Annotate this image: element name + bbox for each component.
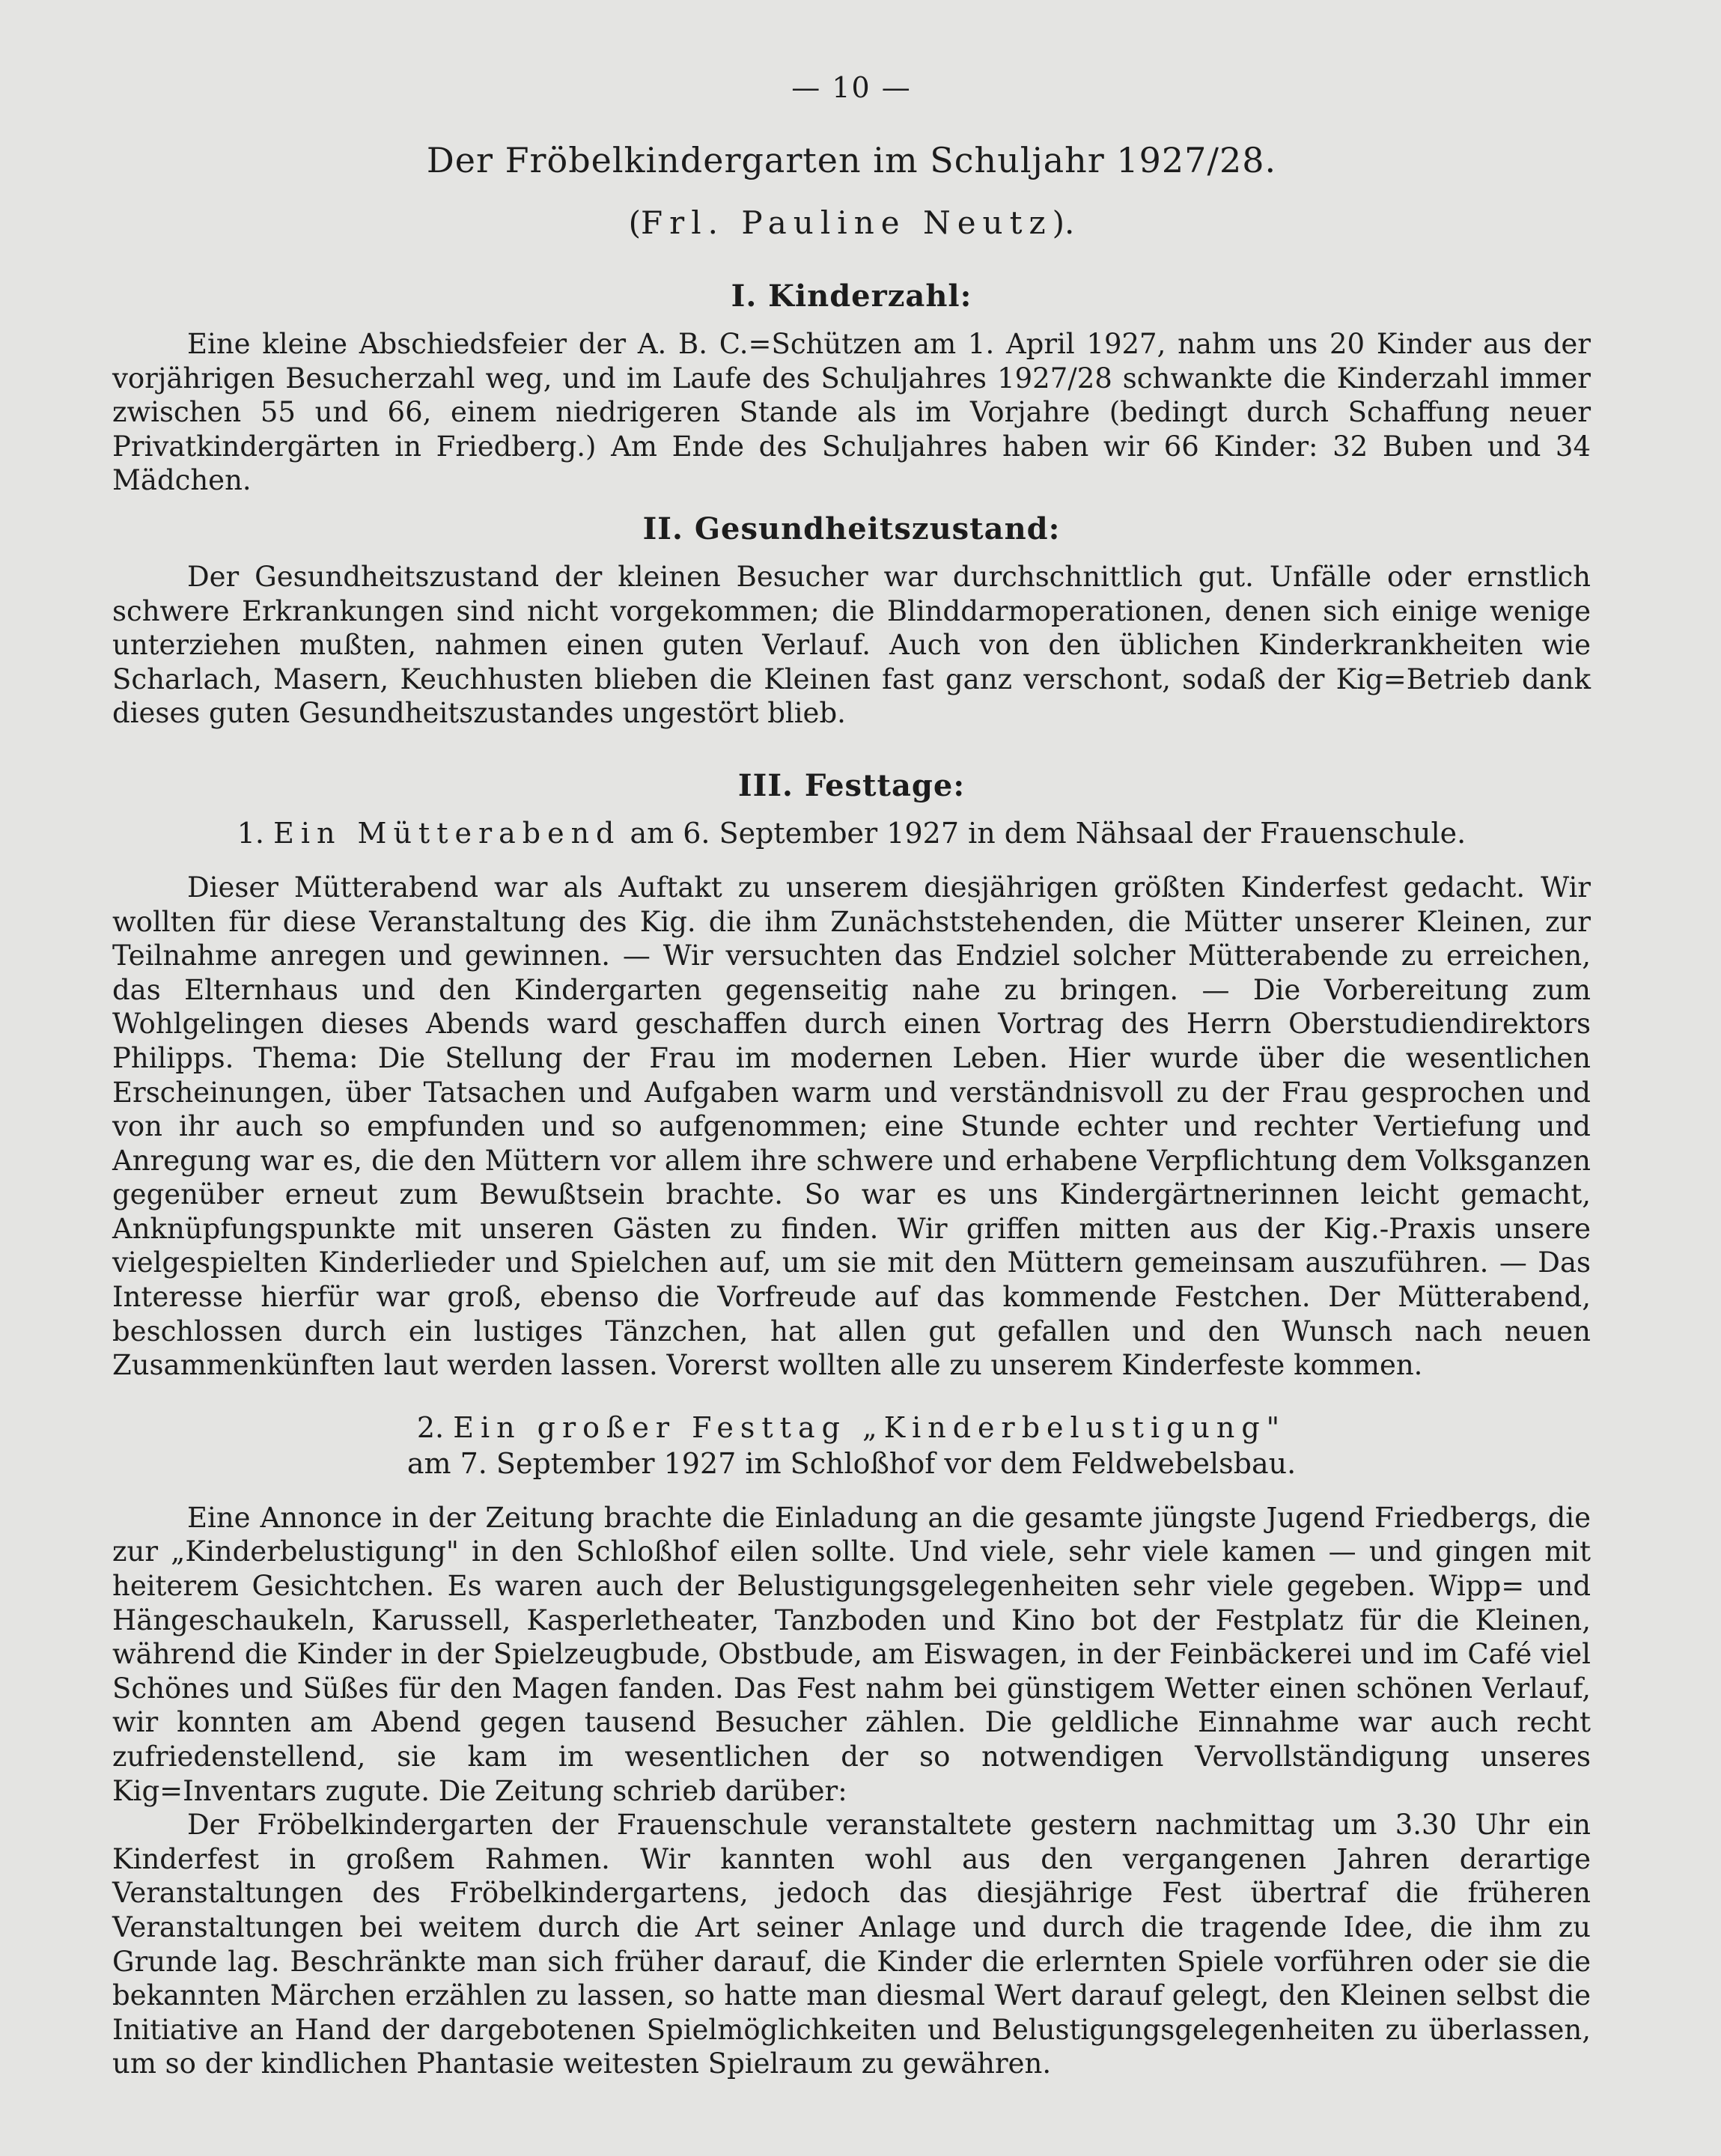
author-paren-close: ). [1052, 204, 1075, 241]
page-title: Der Fröbelkindergarten im Schuljahr 1927/28. [426, 140, 1277, 180]
page-number: — 10 — [791, 71, 912, 104]
fest-item-1-name: Ein Mütterabend [273, 816, 621, 850]
section-heading-festtage: III. Festtage: [737, 767, 966, 803]
fest-item-2-title-line2: am 7. September 1927 im Schloßhof vor dem Feldwebelsbau. [406, 1446, 1297, 1480]
author-name: Frl. Pauline Neutz [641, 204, 1053, 241]
author-line [112, 204, 1591, 241]
fest-item-1-title [112, 817, 1591, 850]
fest-item-1-number: 1. [237, 816, 264, 850]
section-heading-gesundheit: II. Gesundheitszustand: [642, 511, 1061, 546]
newspaper-quote: Der Fröbelkindergarten der Frauenschule veranstaltete gestern nachmittag um 3.30 Uhr ein Kinderfest in großem Rahmen. Wir kannten wohl aus den vergangenen Jahren derartige Veranstaltungen des Fröbelkindergartens, jedoch das diesjährige Fest übertraf die früheren Veranstaltungen bei weitem durch die Art seiner Anlage und durch die tragende Idee, die ihm zu Grunde lag. Beschränkte man sich früher darauf, die Kinder die erlernten Spiele vorführen oder sie die bekannten Märchen erzählen zu lassen, so hatte man diesmal Wert darauf gelegt, den Kleinen selbst die Initiative an Hand der dargebotenen Spielmöglichkeiten und Belustigungsgelegenheiten zu überlassen, um so der kindlichen Phantasie weitesten Spielraum zu gewähren. [112, 1809, 1591, 2080]
section-heading-kinderzahl: I. Kinderzahl: [731, 278, 972, 314]
section-text-gesundheit: Der Gesundheitszustand der kleinen Besucher war durchschnittlich gut. Unfälle oder ernstlich schwere Erkrankungen sind nicht vorgekommen; die Blinddarmoperationen, denen sich einige wenige unterziehen mußten, nahmen einen guten Verlauf. Auch von den üblichen Kinderkrankheiten wie Scharlach, Masern, Keuchhusten blieben die Kleinen fast ganz verschont, sodaß der Kig=Betrieb dank dieses guten Gesundheitszustandes ungestört blieb. [112, 560, 1591, 730]
fest-item-2-title-line1 [112, 1410, 1591, 1446]
fest-item-2-number: 2. [416, 1410, 445, 1444]
fest-item-2-text: Eine Annonce in der Zeitung brachte die Einladung an die gesamte jüngste Jugend Friedbergs, die zur „Kinderbelustigung" in den Schloßhof eilen sollte. Und viele, sehr viele kamen — und gingen mit heiterem Gesichtchen. Es waren auch der Belustigungsgelegenheiten sehr viele gegeben. Wipp= und Hängeschaukeln, Karussell, Kasperletheater, Tanzboden und Kino bot der Festplatz für die Kleinen, während die Kinder in der Spielzeugbude, Obstbude, am Eiswagen, in der Feinbäckerei und im Café viel Schönes und Süßes für den Magen fanden. Das Fest nahm bei günstigem Wetter einen schönen Verlauf, wir konnten am Abend gegen tausend Besucher zählen. Die geldliche Einnahme war auch recht zufriedenstellend, sie kam im wesentlichen der so notwendigen Vervollständigung unseres Kig=Inventars zugute. Die Zeitung schrieb darüber: [112, 1501, 1591, 1807]
document-page [112, 71, 1591, 2092]
section-text-kinderzahl: Eine kleine Abschiedsfeier der A. B. C.=Schützen am 1. April 1927, nahm uns 20 Kinder aus der vorjährigen Besucherzahl weg, und im Laufe des Schuljahres 1927/28 schwankte die Kinderzahl immer zwischen 55 und 66, einem niedrigeren Stande als im Vorjahre (bedingt durch Schaffung neuer Privatkindergärten in Friedberg.) Am Ende des Schuljahres haben wir 66 Kinder: 32 Buben und 34 Mädchen. [112, 328, 1591, 497]
fest-item-1-text: Dieser Mütterabend war als Auftakt zu unserem diesjährigen größten Kinderfest gedacht. Wir wollten für diese Veranstaltung des Kig. die ihm Zunächststehenden, die Mütter unserer Kleinen, zur Teilnahme anregen und gewinnen. — Wir versuchten das Endziel solcher Mütterabende zu erreichen, das Elternhaus und den Kindergarten gegenseitig nahe zu bringen. — Die Vorbereitung zum Wohlgelingen dieses Abends ward geschaffen durch einen Vortrag des Herrn Oberstudiendirektors Philipps. Thema: Die Stellung der Frau im modernen Leben. Hier wurde über die wesentlichen Erscheinungen, über Tatsachen und Aufgaben warm und verständnisvoll zu der Frau gesprochen und von ihr auch so empfunden und so aufgenommen; eine Stunde echter und rechter Vertiefung und Anregung war es, die den Müttern vor allem ihre schwere und erhabene Verpflichtung dem Volksganzen gegenüber erneut zum Bewußtsein brachte. So war es uns Kindergärtnerinnen leicht gemacht, Anknüpfungspunkte mit unseren Gästen zu finden. Wir griffen mitten aus der Kig.-Praxis unsere vielgespielten Kinderlieder und Spielchen auf, um sie mit den Müttern gemeinsam auszuführen. — Das Interesse hierfür war groß, ebenso die Vorfreude auf das kommende Festchen. Der Mütterabend, beschlossen durch ein lustiges Tänzchen, hat allen gut gefallen und den Wunsch nach neuen Zusammenkünften laut werden lassen. Vorerst wollten alle zu unserem Kinderfeste kommen. [112, 871, 1591, 1382]
fest-item-2-title [112, 1410, 1591, 1482]
fest-item-2-name: Ein großer Festtag „Kinderbelustigung" [453, 1410, 1287, 1444]
fest-item-1-rest: am 6. September 1927 in dem Nähsaal der Frauenschule. [630, 816, 1466, 850]
author-paren-open: ( [628, 204, 642, 241]
